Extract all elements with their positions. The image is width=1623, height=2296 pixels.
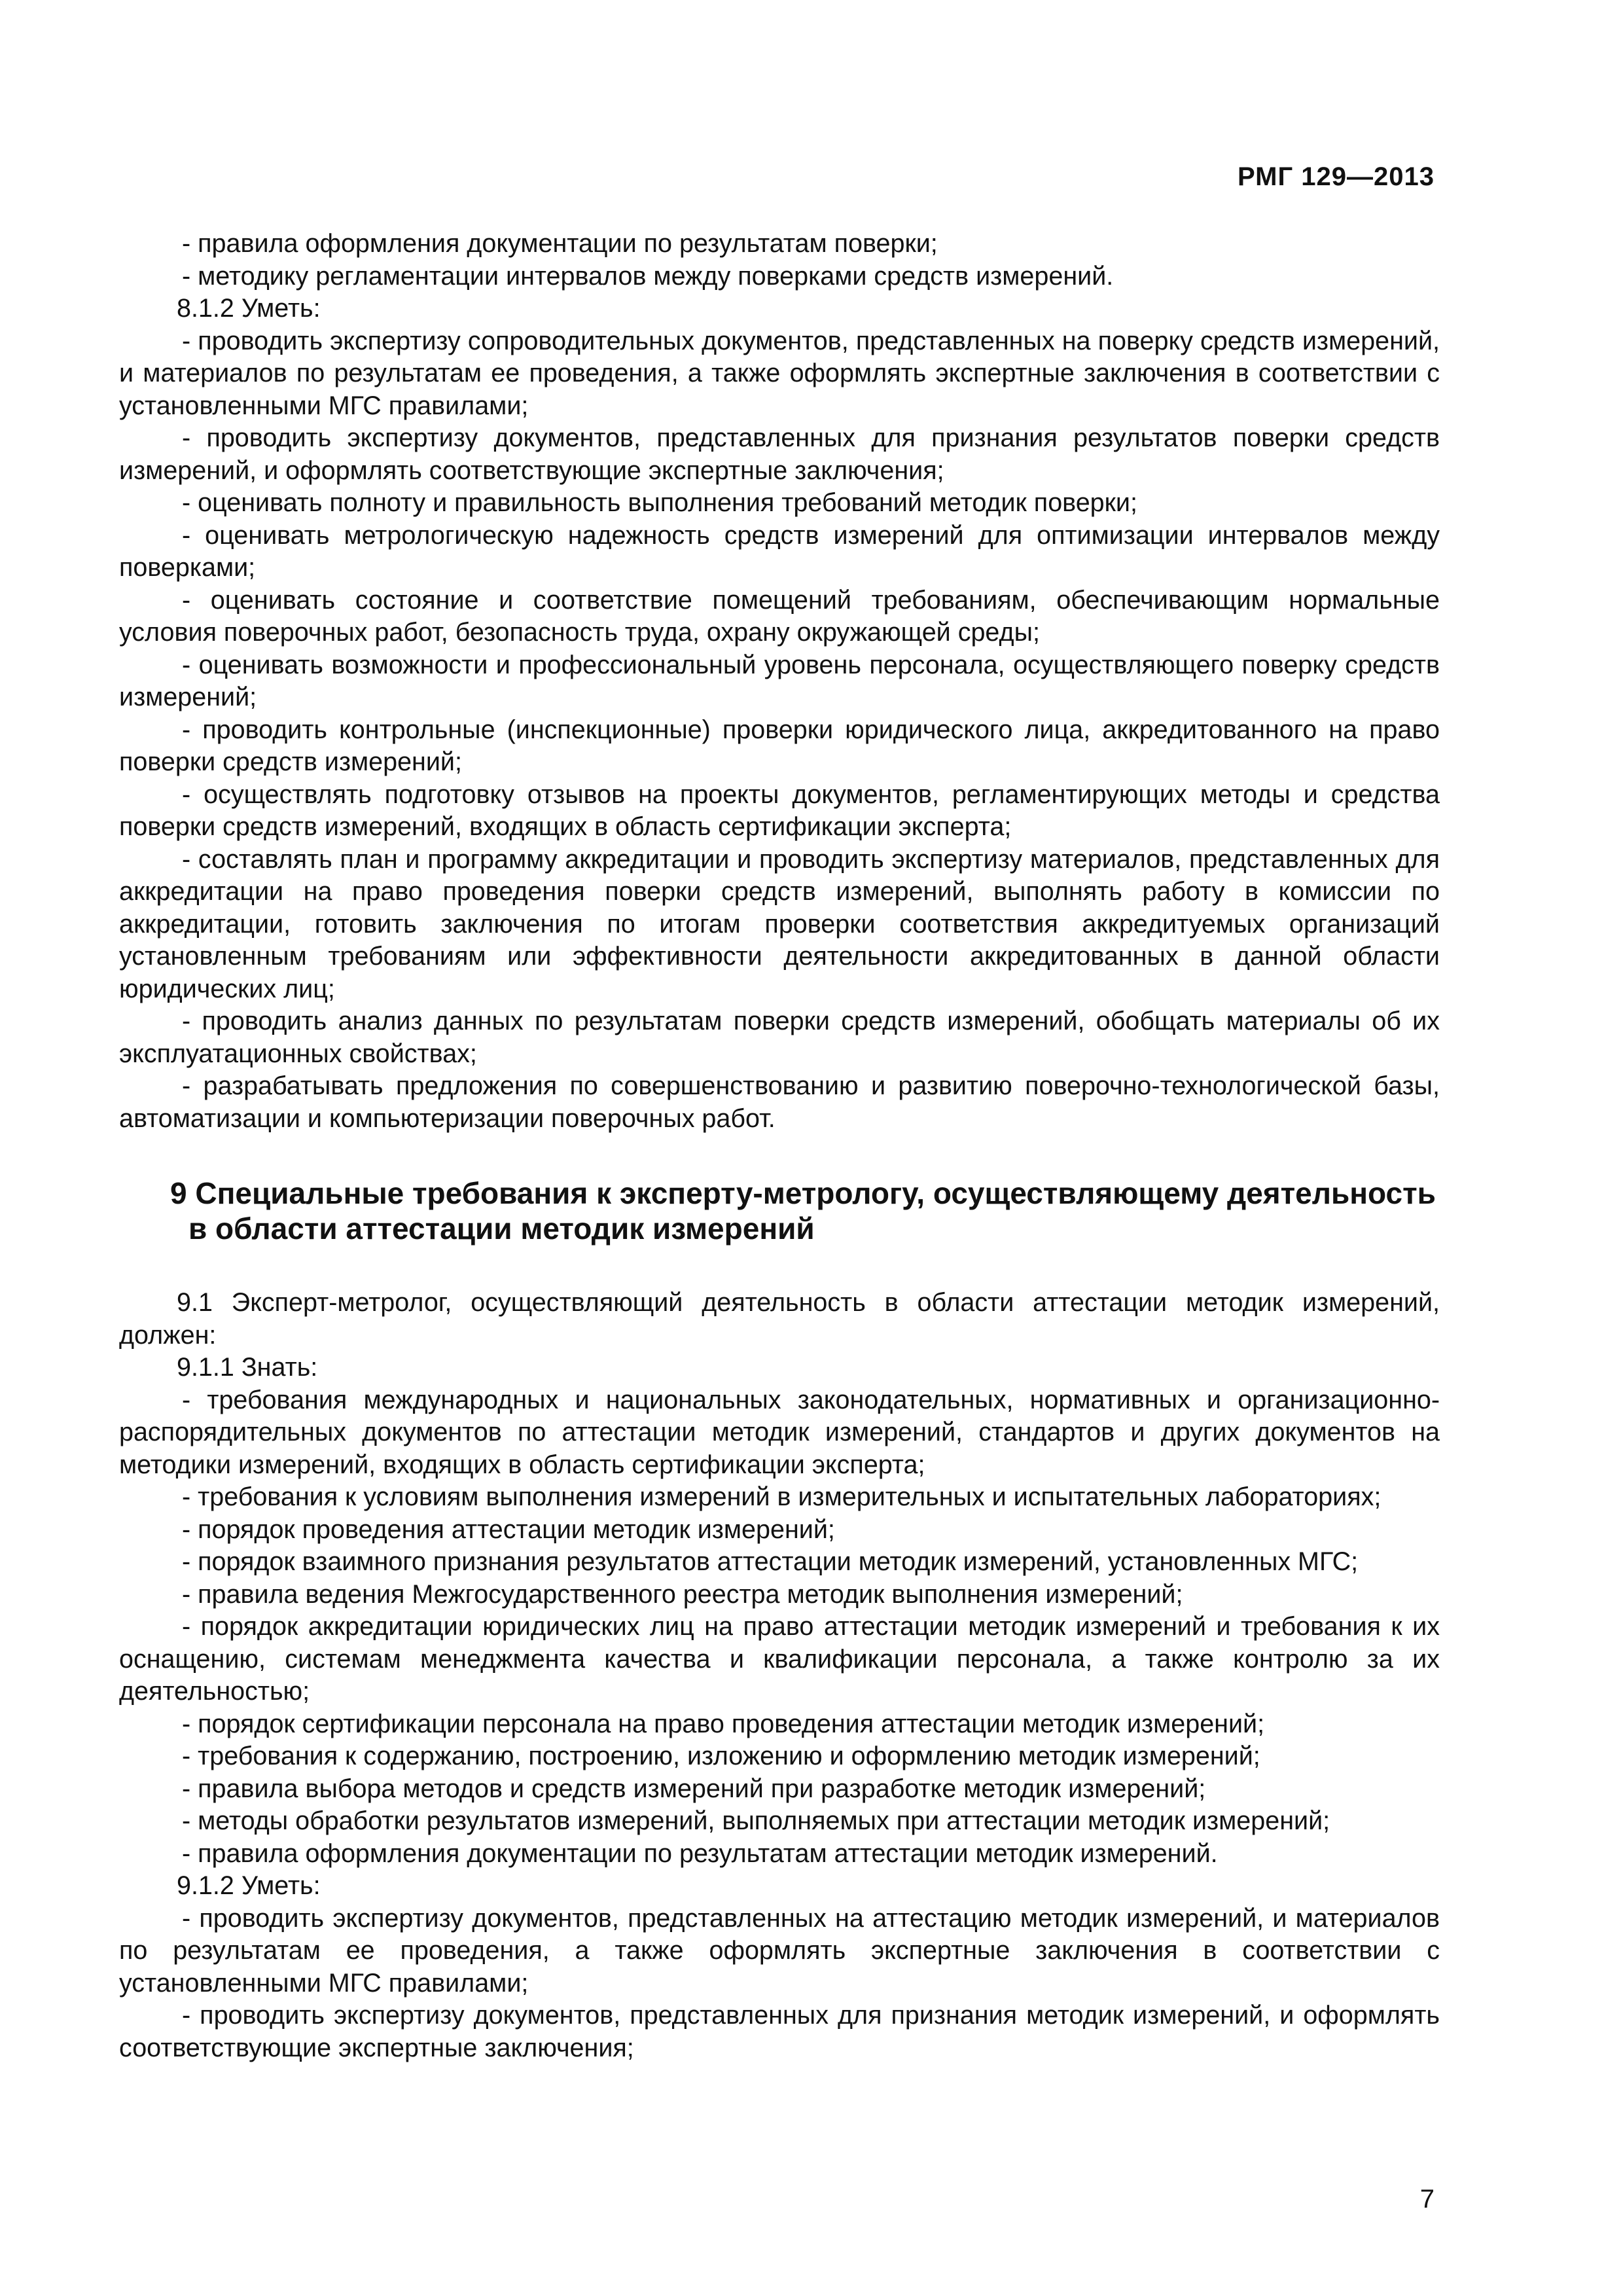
paragraph: - порядок сертификации персонала на право проведения аттестации методик измерений; [182, 1709, 1265, 1738]
paragraph: - требования к содержанию, построению, изложению и оформлению методик измерений; [182, 1742, 1260, 1770]
paragraph: - проводить экспертизу документов, представленных для признания результатов поверки средств измерений, и оформлять соответствующие экспертные заключения; [119, 423, 1440, 485]
paragraph: - осуществлять подготовку отзывов на проекты документов, регламентирующих методы и средства поверки средств измерений, входящих в область сертификации эксперта; [119, 780, 1440, 841]
paragraph: - порядок аккредитации юридических лиц на право аттестации методик измерений и требования к их оснащению, системам менеджмента качества и квалификации персонала, а также контролю за их деятельностью; [119, 1612, 1440, 1706]
paragraph: - проводить экспертизу документов, представленных для признания методик измерений, и оформлять соответствующие экспертные заключения; [119, 2001, 1440, 2062]
paragraph: - проводить контрольные (инспекционные) проверки юридического лица, аккредитованного на право поверки средств измерений; [119, 715, 1440, 776]
paragraph: - проводить анализ данных по результатам поверки средств измерений, обобщать материалы об их эксплуатационных свойствах; [119, 1007, 1440, 1068]
paragraph: - разрабатывать предложения по совершенствованию и развитию поверочно-технологической базы, автоматизации и компьютеризации поверочных работ. [119, 1071, 1440, 1133]
paragraph: - оценивать полноту и правильность выполнения требований методик поверки; [182, 488, 1137, 517]
paragraph: - методику регламентации интервалов между поверками средств измерений. [182, 261, 1114, 291]
paragraph: - составлять план и программу аккредитации и проводить экспертизу материалов, представленных для аккредитации на право проведения поверки средств измерений, выполнять работу в комиссии по аккредитации, готовить заключения по итогам проверки соответствия аккредитуемых организаций установленным требованиям или эффективности деятельности аккредитованных в данной области юридических лиц; [119, 844, 1440, 1003]
paragraph: - правила ведения Межгосударственного реестра методик выполнения измерений; [182, 1579, 1183, 1609]
paragraph: - проводить экспертизу сопроводительных документов, представленных на поверку средств измерений, и материалов по результатам ее проведения, а также оформлять экспертные заключения в соответствии с установленными МГС правилами; [119, 326, 1440, 420]
clause-heading: 9.1.1 Знать: [177, 1353, 318, 1382]
section-9-title: 9 Специальные требования к эксперту-метрологу, осуществляющему деятельность в области аттестации методик измерений [170, 1176, 1436, 1246]
paragraph: - правила оформления документации по результатам поверки; [182, 229, 938, 258]
clause-heading: 9.1.2 Уметь: [177, 1871, 321, 1900]
paragraph: - методы обработки результатов измерений, выполняемых при аттестации методик измерений; [182, 1806, 1330, 1835]
clause-heading: 8.1.2 Уметь: [177, 294, 321, 323]
paragraph: - оценивать возможности и профессиональный уровень персонала, осуществляющего поверку средств измерений; [119, 650, 1440, 711]
clause-heading: 9.1 Эксперт-метролог, осуществляющий деятельность в области аттестации методик измерений, должен: [119, 1288, 1440, 1350]
paragraph: - требования к условиям выполнения измерений в измерительных и испытательных лабораториях; [182, 1482, 1382, 1511]
paragraph: - требования международных и национальных законодательных, нормативных и организационно-распорядительных документов по аттестации методик измерений, стандартов и других документов на методики измерений, входящих в область сертификации эксперта; [119, 1385, 1440, 1479]
paragraph: - проводить экспертизу документов, представленных на аттестацию методик измерений, и материалов по результатам ее проведения, а также оформлять экспертные заключения в соответствии с установленными МГС правилами; [119, 1903, 1440, 1998]
document-code: РМГ 129—2013 [1238, 162, 1435, 191]
document-body [119, 228, 1440, 2064]
paragraph: - порядок проведения аттестации методик измерений; [182, 1515, 835, 1544]
paragraph: - правила выбора методов и средств измерений при разработке методик измерений; [182, 1774, 1206, 1803]
paragraph: - правила оформления документации по результатам аттестации методик измерений. [182, 1839, 1218, 1868]
paragraph: - порядок взаимного признания результатов аттестации методик измерений, установленных МГС; [182, 1547, 1359, 1576]
paragraph: - оценивать состояние и соответствие помещений требованиям, обеспечивающим нормальные условия поверочных работ, безопасность труда, охрану окружающей среды; [119, 585, 1440, 647]
page-number: 7 [1419, 2185, 1435, 2214]
paragraph: - оценивать метрологическую надежность средств измерений для оптимизации интервалов между поверками; [119, 520, 1440, 582]
